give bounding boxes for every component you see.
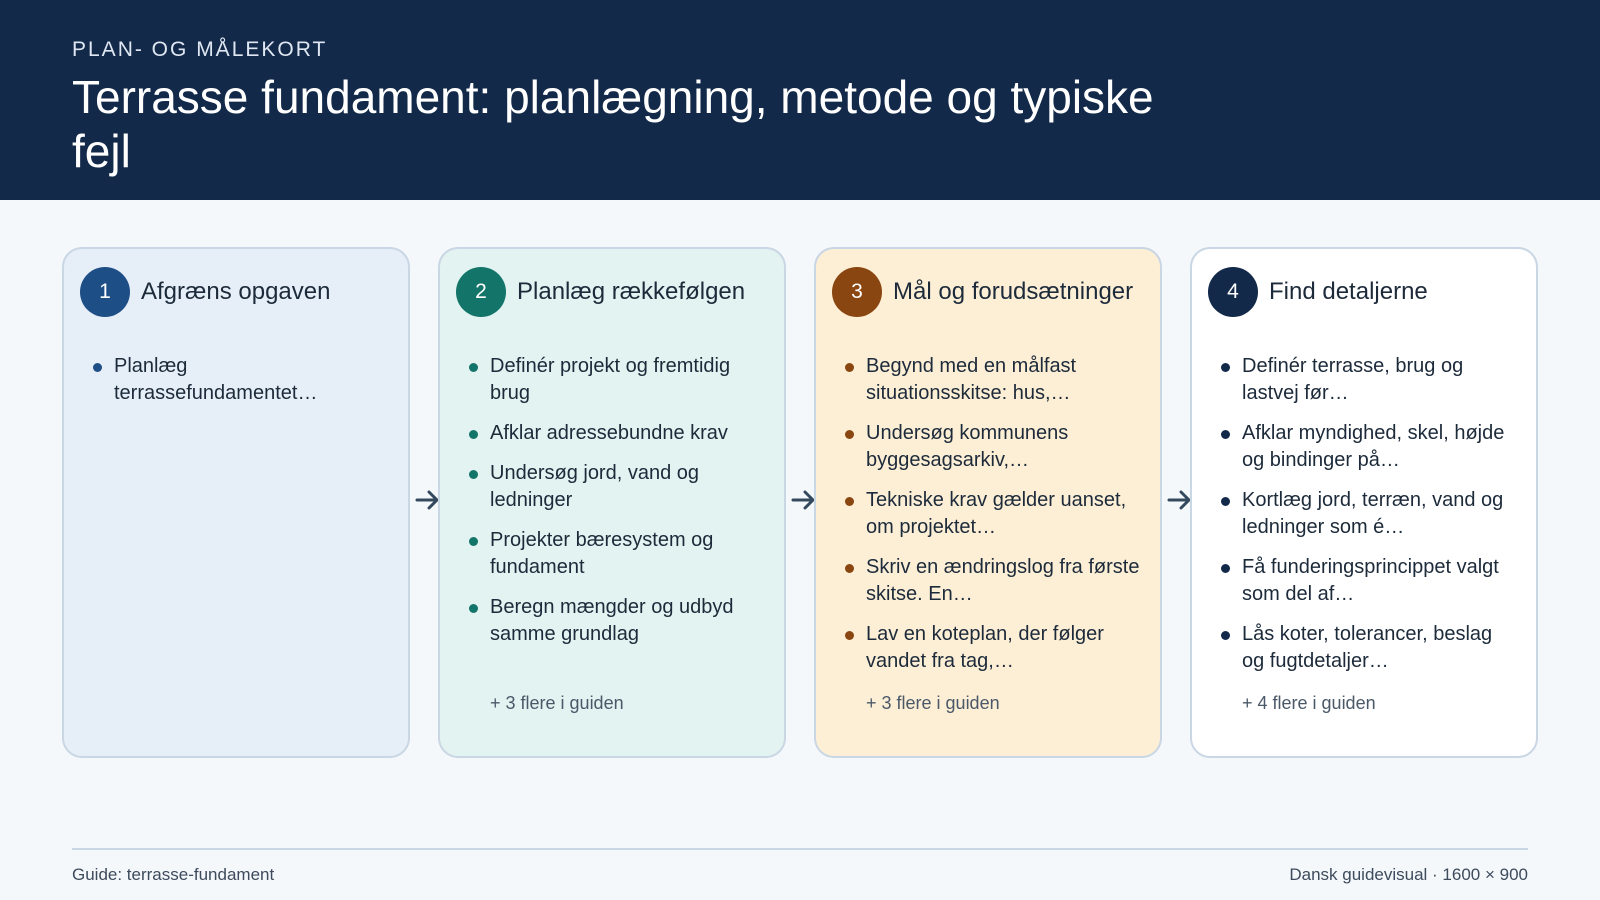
step-card-1 [62, 247, 410, 758]
list-item [466, 527, 766, 581]
header-kicker: PLAN- OG MÅLEKORT [72, 38, 328, 61]
list-item-text: Afklar myndighed, skel, højde og bindinger på… [1242, 422, 1505, 471]
list-item-text: Lav en koteplan, der følger vandet fra tag,… [866, 623, 1104, 672]
list-item [1218, 554, 1518, 608]
list-item-text: Kortlæg jord, terræn, vand og ledninger som é… [1242, 489, 1504, 538]
step-card-4 [1190, 247, 1538, 758]
step-bullet-list [466, 353, 766, 661]
bullet-dot-icon [469, 363, 478, 372]
step-number-badge: 2 [456, 267, 506, 317]
list-item-text: Undersøg kommunens byggesagsarkiv,… [866, 422, 1069, 471]
bullet-dot-icon [845, 631, 854, 640]
list-item-text: Definér terrasse, brug og lastvej før… [1242, 355, 1464, 404]
step-number-badge: 1 [80, 267, 130, 317]
list-item [1218, 621, 1518, 675]
list-item-text: Projekter bæresystem og fundament [490, 529, 714, 578]
bullet-dot-icon [1221, 497, 1230, 506]
bullet-dot-icon [845, 564, 854, 573]
list-item [1218, 353, 1518, 407]
list-item [1218, 420, 1518, 474]
bullet-dot-icon [469, 470, 478, 479]
step-card-3 [814, 247, 1162, 758]
list-item [842, 353, 1142, 407]
step-title: Find detaljerne [1269, 278, 1428, 305]
step-bullet-list [90, 353, 390, 420]
step-card-2 [438, 247, 786, 758]
step-title: Mål og forudsætninger [893, 278, 1134, 305]
step-title: Planlæg rækkefølgen [517, 278, 746, 305]
page-title: Terrasse fundament: planlægning, metode og typiske fejl [72, 71, 1154, 177]
list-item-text: Tekniske krav gælder uanset, om projektet… [866, 489, 1127, 538]
more-in-guide-note: + 3 flere i guiden [866, 693, 1000, 713]
more-in-guide-note: + 3 flere i guiden [490, 693, 624, 713]
list-item-text: Definér projekt og fremtidig brug [490, 355, 731, 404]
footer-meta-label: Dansk guidevisual · 1600 × 900 [1289, 865, 1528, 884]
list-item [90, 353, 390, 407]
step-bullet-list [1218, 353, 1518, 688]
bullet-dot-icon [469, 604, 478, 613]
footer-divider [72, 848, 1528, 850]
bullet-dot-icon [1221, 631, 1230, 640]
list-item [466, 594, 766, 648]
list-item-text: Afklar adressebundne krav [490, 422, 728, 444]
list-item [1218, 487, 1518, 541]
bullet-dot-icon [845, 430, 854, 439]
bullet-dot-icon [469, 430, 478, 439]
list-item [842, 420, 1142, 474]
step-number-badge: 3 [832, 267, 882, 317]
list-item-text: Undersøg jord, vand og ledninger [490, 462, 700, 511]
list-item [466, 420, 766, 447]
list-item-text: Skriv en ændringslog fra første skitse. En… [866, 556, 1140, 605]
list-item [842, 554, 1142, 608]
bullet-dot-icon [845, 363, 854, 372]
bullet-dot-icon [845, 497, 854, 506]
list-item-text: Lås koter, tolerancer, beslag og fugtdetaljer… [1242, 623, 1493, 672]
bullet-dot-icon [1221, 564, 1230, 573]
list-item [466, 353, 766, 407]
bullet-dot-icon [469, 537, 478, 546]
step-number-badge: 4 [1208, 267, 1258, 317]
bullet-dot-icon [93, 363, 102, 372]
list-item [842, 487, 1142, 541]
step-bullet-list [842, 353, 1142, 688]
list-item [466, 460, 766, 514]
list-item [842, 621, 1142, 675]
list-item-text: Beregn mængder og udbyd samme grundlag [490, 596, 734, 645]
list-item-text: Planlæg terrassefundamentet… [114, 355, 318, 404]
list-item-text: Begynd med en målfast situationsskitse: hus,… [866, 355, 1077, 404]
list-item-text: Få funderingsprincippet valgt som del af… [1242, 556, 1499, 605]
bullet-dot-icon [1221, 363, 1230, 372]
footer-guide-label: Guide: terrasse-fundament [72, 865, 275, 884]
bullet-dot-icon [1221, 430, 1230, 439]
more-in-guide-note: + 4 flere i guiden [1242, 693, 1376, 713]
step-title: Afgræns opgaven [141, 278, 331, 305]
